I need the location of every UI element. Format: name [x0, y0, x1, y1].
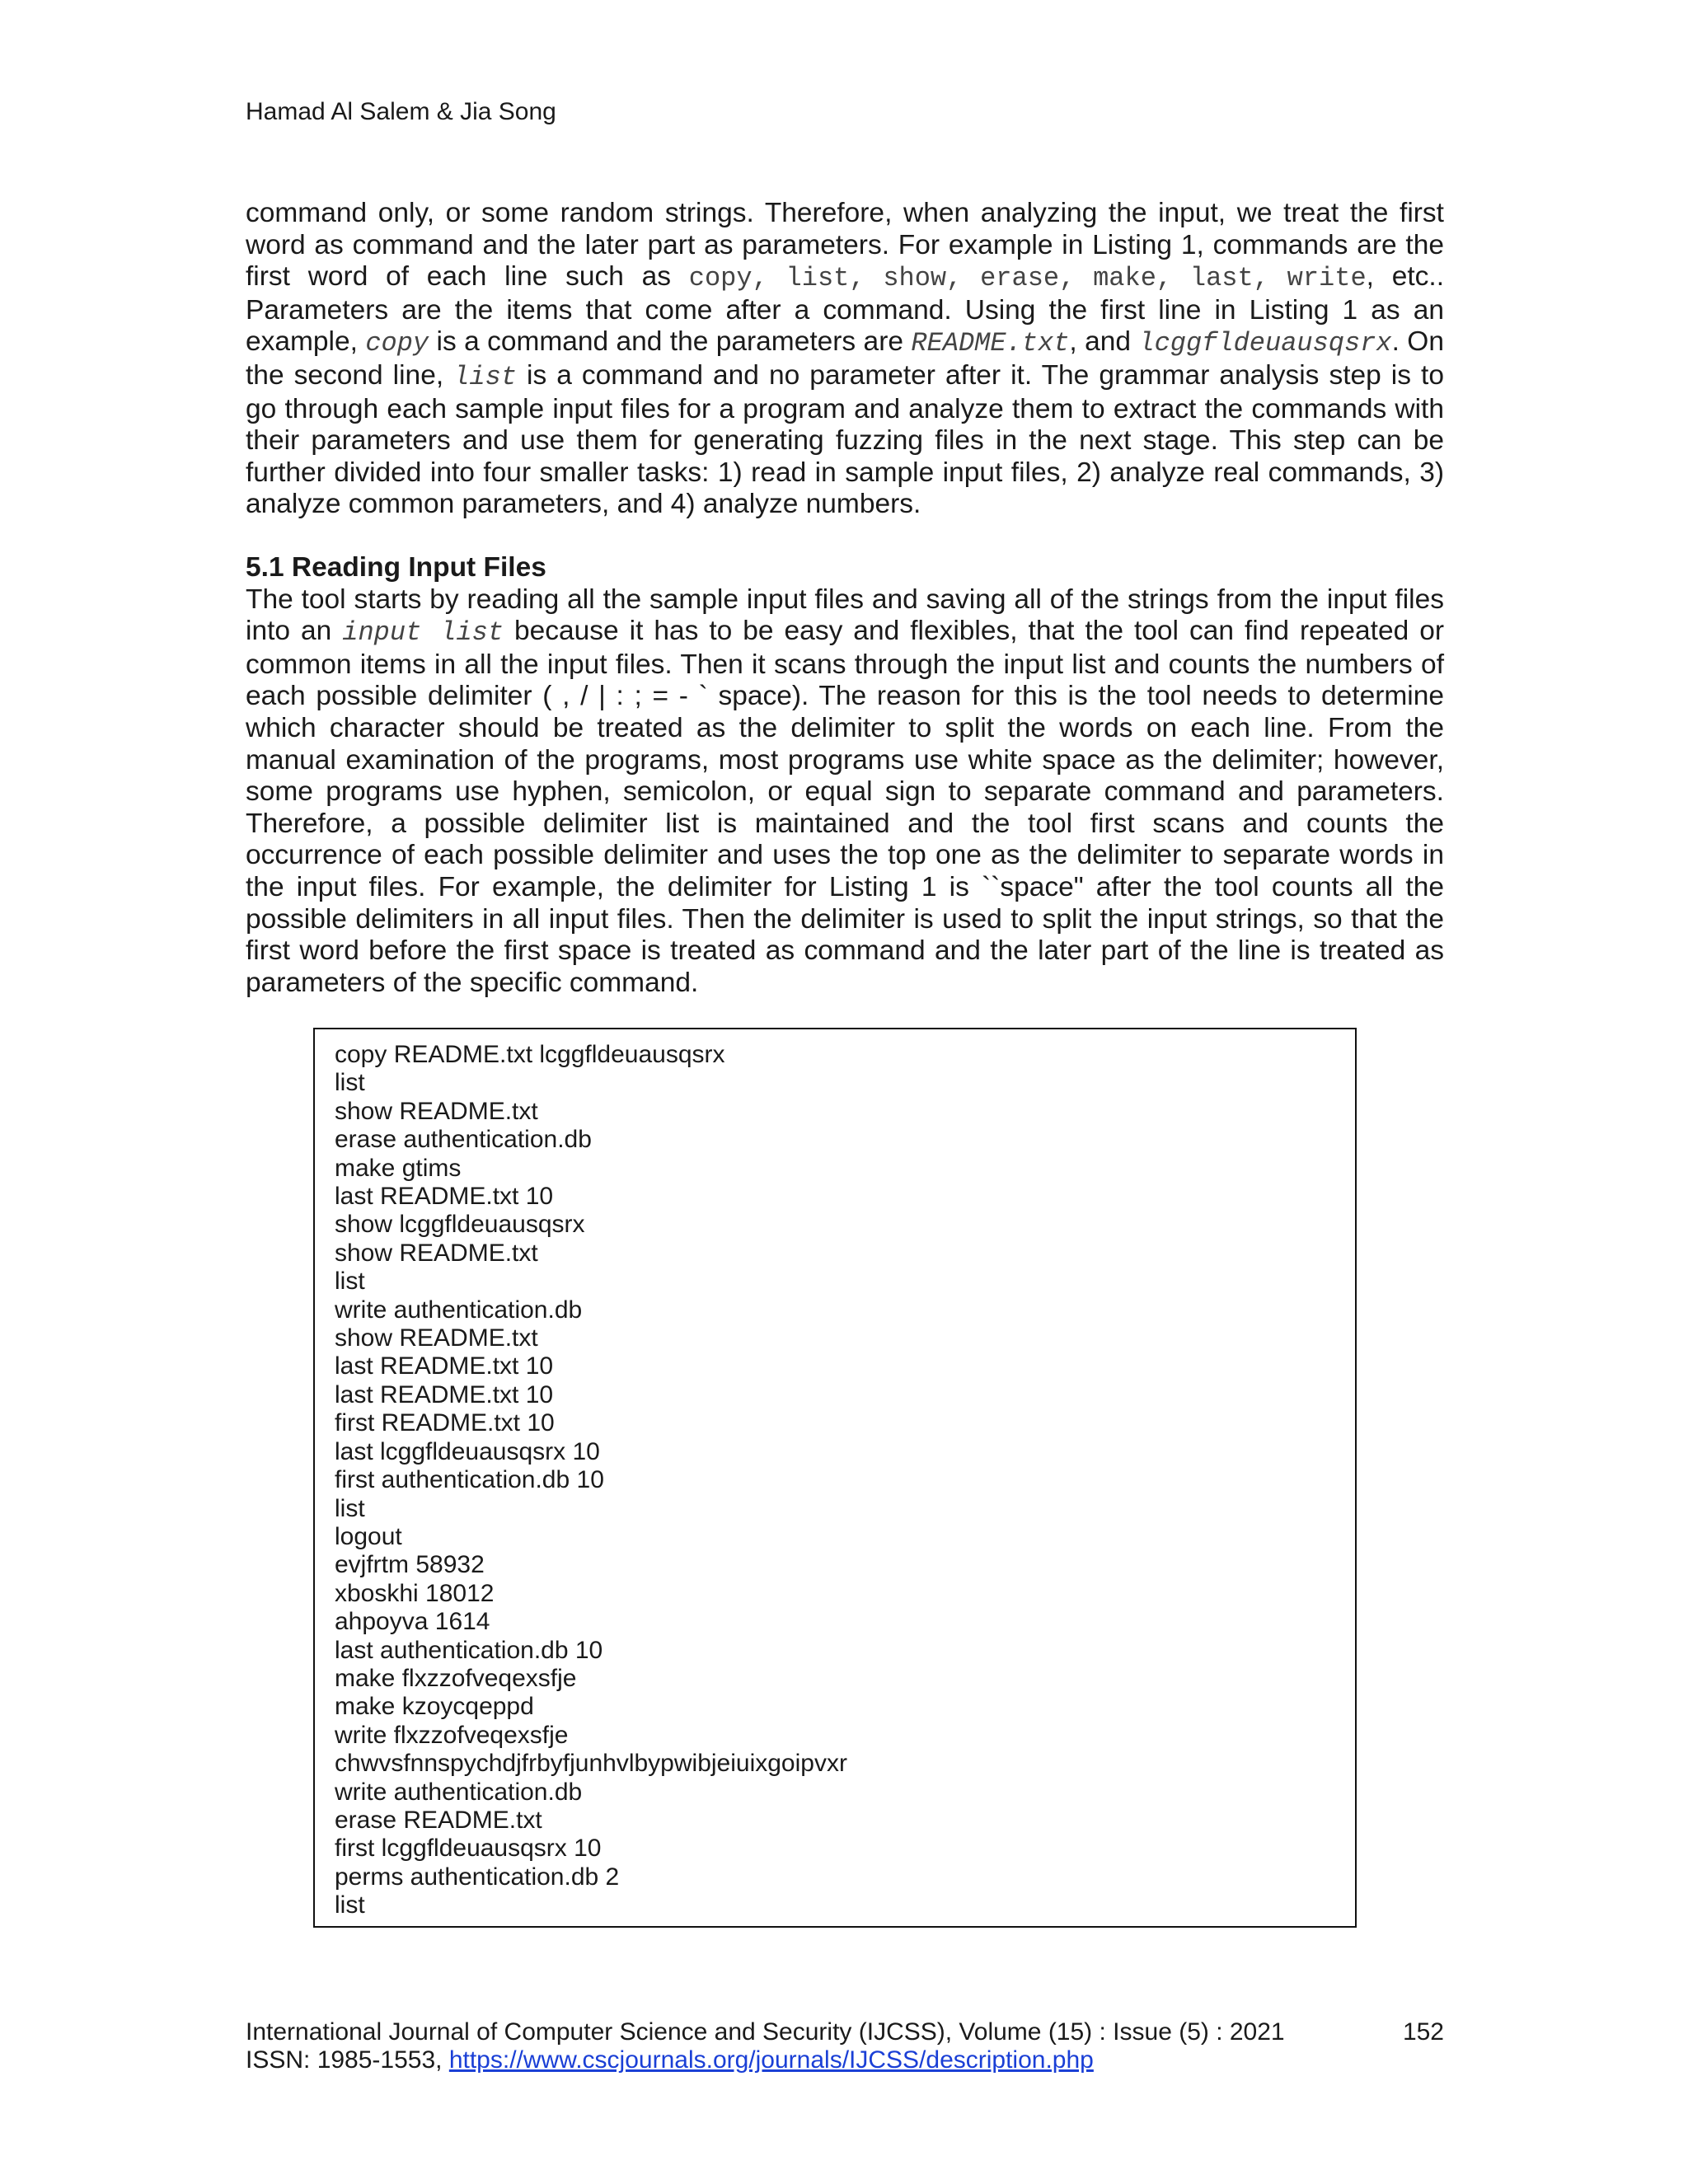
- text-run: , etc.. Parameters are the items that come after a command. Using the first line in Listing 1 as an example,: [246, 261, 1445, 358]
- text-run: , and: [1069, 326, 1139, 358]
- code-copy: copy,: [688, 263, 768, 294]
- listing-line: first lcggfldeuausqsrx 10: [335, 1835, 602, 1863]
- listing-line: write authentication.db: [335, 1296, 583, 1324]
- code-make: make,: [1093, 263, 1173, 294]
- code-input-list: input list: [342, 617, 504, 649]
- text-run: command only, or some random strings. Therefore, when analyzing the input, we treat the first word as command and the later part as parameters. For example in Listing 1, commands are the first word of each line such as: [246, 198, 1444, 293]
- listing-line: copy README.txt lcggfldeuausqsrx: [335, 1041, 725, 1068]
- text-run: is a command and no parameter after it. The grammar analysis step is to go through each sample input files for a program and analyze them to extract the commands with their parameters and use them for generating fuzzing files in the next stage. This step can be further divided into four smaller tasks: 1) read in sample input files, 2) analyze real commands, 3) analyze common parameters, and 4) analyze numbers.: [246, 359, 1444, 520]
- text-run: because it has to be easy and flexibles, that the tool can find repeated or common items in all the input files. Then it scans through the input list and counts the numbers of each possible delimiter ( , / | : ; = - ` space). The reason for this is the tool needs to determine which character should be treated as the delimiter to split the words on each line. From the manual examination of the programs, most programs use white space as the delimiter; however, some programs use hyphen, semicolon, or equal sign to separate command and parameters. Therefore, a possible delimiter list is maintained and the tool first scans and counts the occurrence of each possible delimiter and uses the top one as the delimiter to separate words in the input files. For example, the delimiter for Listing 1 is ``space" after the tool counts all the possible delimiters in all input files. Then the delimiter is used to split the input strings, so that the first word before the first space is treated as command and the later part of the line is treated as parameters of the specific command.: [246, 616, 1444, 998]
- listing-line: last authentication.db 10: [335, 1636, 603, 1664]
- text-run: . On the second line,: [246, 326, 1444, 391]
- listing-line: show README.txt: [335, 1239, 538, 1267]
- code-list-italic: list: [453, 361, 517, 392]
- listing-line: write authentication.db: [335, 1778, 583, 1806]
- listing-line: evjfrtm 58932: [335, 1551, 485, 1579]
- listing-box: [313, 1028, 1357, 1928]
- code-param-italic: lcggfldeuausqsrx: [1138, 328, 1392, 359]
- listing-line: erase README.txt: [335, 1806, 542, 1834]
- journal-link[interactable]: https://www.cscjournals.org/journals/IJCSS/description.php: [448, 2046, 1094, 2074]
- listing-line: chwvsfnnspychdjfrbyfjunhvlbypwibjeiuixgoipvxr: [335, 1750, 847, 1778]
- code-readme-italic: README.txt: [911, 328, 1070, 359]
- listing-line: first README.txt 10: [335, 1409, 555, 1437]
- text-run: The tool starts by reading all the sample input files and saving all of the strings from the input files into an: [246, 583, 1444, 647]
- listing-line: perms authentication.db 2: [335, 1863, 620, 1891]
- listing-line: list: [335, 1069, 365, 1097]
- listing-line: make gtims: [335, 1154, 462, 1182]
- listing-line: last lcggfldeuausqsrx 10: [335, 1437, 600, 1465]
- code-copy-italic: copy: [365, 328, 429, 359]
- listing-line: list: [335, 1891, 365, 1919]
- code-list: list,: [785, 263, 865, 294]
- text-run: is a command and the parameters are: [429, 326, 912, 358]
- code-erase: erase,: [980, 263, 1076, 294]
- listing-line: last README.txt 10: [335, 1183, 554, 1211]
- issn-text: ISSN: 1985-1553,: [246, 2046, 449, 2074]
- code-write: write: [1287, 263, 1367, 294]
- listing-line: ahpoyva 1614: [335, 1608, 490, 1636]
- listing-line: make flxzzofveqexsfje: [335, 1664, 577, 1692]
- journal-citation: International Journal of Computer Science and Security (IJCSS), Volume (15) : Issue (5) : 2021: [246, 2018, 1285, 2046]
- listing-line: show README.txt: [335, 1324, 538, 1352]
- running-header: Hamad Al Salem & Jia Song: [246, 98, 556, 125]
- listing-line: last README.txt 10: [335, 1380, 554, 1408]
- page-number: 152: [1402, 2018, 1444, 2046]
- listing-line: last README.txt 10: [335, 1352, 554, 1380]
- code-show: show,: [883, 263, 963, 294]
- listing-line: list: [335, 1494, 365, 1522]
- listing-line: show README.txt: [335, 1097, 538, 1125]
- page-footer: [246, 2018, 1444, 2074]
- code-last: last,: [1189, 263, 1269, 294]
- listing-line: show lcggfldeuausqsrx: [335, 1211, 585, 1239]
- listing-line: write flxzzofveqexsfje: [335, 1721, 569, 1749]
- section-reading-input-files: [246, 552, 1444, 999]
- listing-line: first authentication.db 10: [335, 1466, 604, 1494]
- listing-line: xboskhi 18012: [335, 1579, 495, 1607]
- listing-line: erase authentication.db: [335, 1126, 592, 1154]
- listing-line: make kzoycqeppd: [335, 1693, 534, 1721]
- listing-line: list: [335, 1268, 365, 1296]
- paragraph-grammar-analysis: [246, 198, 1444, 521]
- listing-line: logout: [335, 1522, 402, 1550]
- section-title: 5.1 Reading Input Files: [246, 552, 546, 583]
